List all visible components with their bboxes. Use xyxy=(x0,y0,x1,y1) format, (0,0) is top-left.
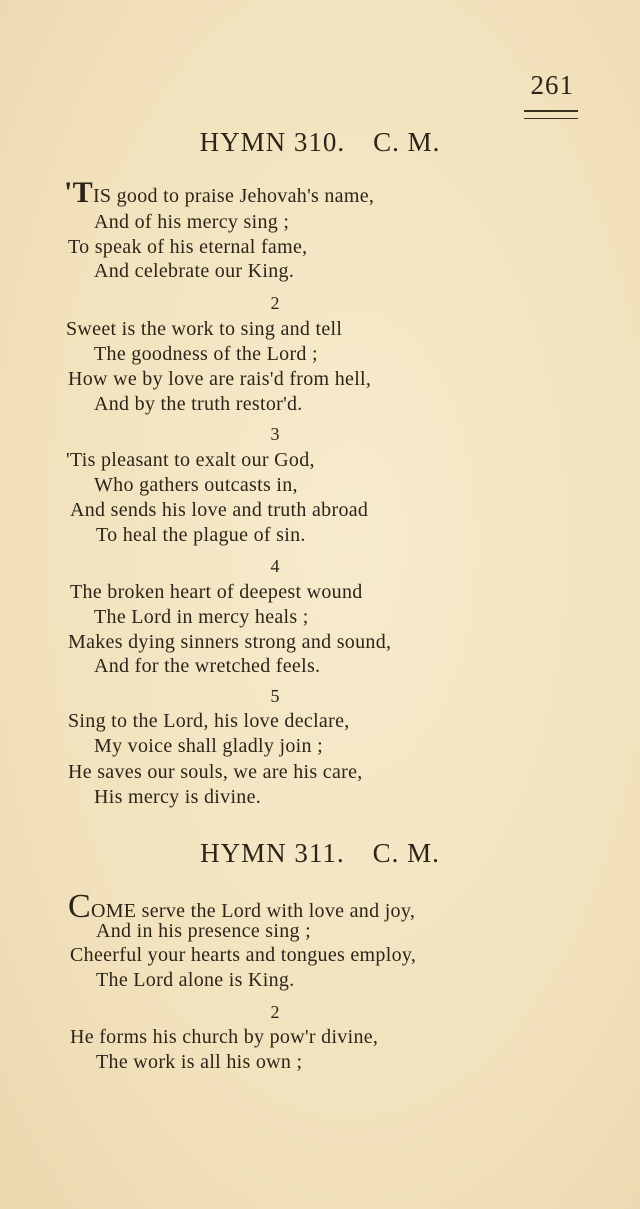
hymn-line: Cheerful your hearts and tongues employ, xyxy=(70,944,417,966)
hymn-line: The work is all his own ; xyxy=(96,1051,303,1073)
header-rule xyxy=(524,110,578,119)
hymn-line: And for the wretched feels. xyxy=(94,655,321,677)
hymn-title xyxy=(0,838,640,869)
verse-number: 4 xyxy=(270,556,280,576)
line-text: OME serve the Lord with love and joy, xyxy=(90,900,416,922)
hymn-line: And of his mercy sing ; xyxy=(94,211,290,233)
hymn-line: Who gathers outcasts in, xyxy=(94,474,298,496)
hymn-title xyxy=(0,127,640,158)
hymn-line: And sends his love and truth abroad xyxy=(70,499,369,521)
hymn-line: The Lord in mercy heals ; xyxy=(94,606,309,628)
hymn-line: And in his presence sing ; xyxy=(96,920,311,942)
hymn-line: He forms his church by pow'r divine, xyxy=(70,1026,379,1048)
hymn-line: To heal the plague of sin. xyxy=(96,524,306,546)
verse-number: 2 xyxy=(270,1002,280,1022)
hymn-number: HYMN 311. xyxy=(200,838,345,868)
hymn-line xyxy=(64,178,374,208)
hymn-line: 'Tis pleasant to exalt our God, xyxy=(66,449,315,471)
hymn-meter: C. M. xyxy=(373,127,441,157)
hymn-line: How we by love are rais'd from hell, xyxy=(68,368,372,390)
hymn-line: He saves our souls, we are his care, xyxy=(68,761,363,783)
verse-number: 5 xyxy=(270,686,280,706)
hymn-line: The broken heart of deepest wound xyxy=(70,581,363,603)
hymn-line xyxy=(68,890,415,924)
hymn-line: And by the truth restor'd. xyxy=(94,393,303,415)
drop-cap: C xyxy=(68,888,91,925)
hymn-line: His mercy is divine. xyxy=(94,786,262,808)
drop-cap: 'T xyxy=(64,176,93,209)
hymn-line: The Lord alone is King. xyxy=(96,969,295,991)
hymn-line: My voice shall gladly join ; xyxy=(94,735,323,757)
page-number: 261 xyxy=(530,70,574,100)
line-text: IS good to praise Jehovah's name, xyxy=(92,185,375,207)
hymn-line: To speak of his eternal fame, xyxy=(68,236,308,258)
hymn-number: HYMN 310. xyxy=(199,127,346,157)
hymn-line: Makes dying sinners strong and sound, xyxy=(68,631,392,653)
hymn-line: Sing to the Lord, his love declare, xyxy=(68,710,350,732)
hymn-meter: C. M. xyxy=(372,838,440,868)
hymn-line: Sweet is the work to sing and tell xyxy=(66,318,343,340)
verse-number: 2 xyxy=(270,293,280,313)
verse-number: 3 xyxy=(270,424,280,444)
hymn-line: And celebrate our King. xyxy=(94,260,295,282)
hymn-line: The goodness of the Lord ; xyxy=(94,343,318,365)
